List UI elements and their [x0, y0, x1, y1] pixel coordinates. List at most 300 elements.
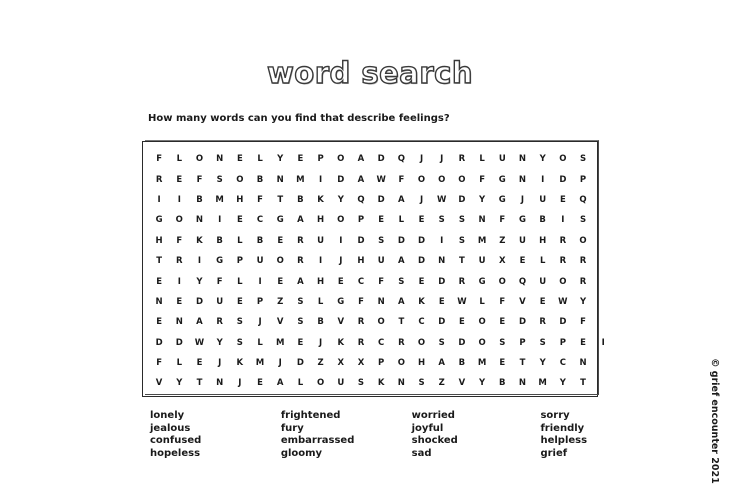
grid-letter: F — [156, 358, 162, 369]
page-title: word search — [266, 56, 473, 90]
grid-letter: F — [499, 296, 506, 307]
grid-letter: P — [378, 358, 385, 369]
grid-letter: D — [377, 194, 385, 205]
grid-letter: Z — [317, 358, 324, 369]
grid-letter: U — [539, 276, 547, 287]
grid-letter: A — [398, 296, 405, 307]
word-item: shocked — [411, 435, 458, 446]
grid-letter: E — [559, 194, 566, 205]
grid-letter: N — [155, 296, 163, 307]
grid-letter: D — [438, 317, 446, 328]
grid-letter: I — [157, 194, 161, 205]
grid-letter: S — [216, 174, 223, 185]
grid-letter: Z — [438, 378, 445, 389]
grid-letter: N — [216, 378, 224, 389]
grid-letter: F — [499, 215, 506, 226]
grid-letter: D — [155, 337, 163, 348]
grid-letter: Y — [539, 154, 546, 165]
grid-letter: C — [378, 337, 385, 348]
grid-letter: J — [238, 378, 242, 389]
grid-letter: O — [397, 358, 405, 369]
grid-letter: J — [278, 358, 282, 369]
grid-letter: T — [156, 256, 162, 267]
grid-letter: A — [438, 358, 446, 369]
grid-letter: E — [176, 174, 183, 185]
grid-letter: R — [357, 317, 365, 328]
grid-letter: S — [398, 276, 405, 287]
grid-letter: L — [479, 154, 485, 165]
grid-letter: U — [519, 235, 526, 246]
grid-letter: S — [458, 215, 465, 226]
grid-letter: F — [196, 174, 203, 185]
grid-letter: F — [580, 317, 586, 328]
grid-letter: V — [155, 378, 163, 389]
grid-letter: R — [559, 235, 567, 246]
grid-letter: G — [155, 215, 163, 226]
grid-letter: O — [417, 174, 426, 185]
grid-letter: B — [297, 194, 304, 205]
grid-letter: Y — [277, 154, 284, 165]
grid-letter: B — [317, 317, 324, 328]
grid-letter: J — [419, 194, 424, 205]
grid-letter: L — [257, 154, 263, 165]
grid-letter: L — [398, 215, 405, 226]
grid-letter: U — [256, 256, 264, 267]
grid-letter: L — [176, 154, 182, 165]
word-search-grid-frame — [142, 141, 605, 397]
grid-letter: P — [559, 337, 566, 348]
grid-letter: N — [438, 256, 446, 267]
grid-letter: H — [357, 256, 365, 267]
grid-letter: E — [499, 358, 506, 369]
grid-letter: E — [519, 256, 526, 267]
grid-letter: U — [539, 194, 547, 205]
grid-letter: C — [418, 317, 425, 328]
grid-letter: Y — [196, 276, 203, 287]
grid-letter: A — [196, 317, 203, 328]
grid-letter: W — [194, 337, 205, 348]
grid-letter: B — [216, 235, 223, 246]
grid-letter: R — [155, 174, 163, 185]
grid-letter: T — [459, 256, 465, 267]
grid-letter: O — [438, 174, 446, 185]
grid-letter: J — [520, 194, 525, 205]
grid-letter: K — [337, 337, 345, 348]
grid-letter: X — [499, 256, 506, 267]
grid-letter: J — [258, 317, 262, 328]
grid-letter: N — [518, 174, 527, 185]
grid-letter: L — [479, 296, 485, 307]
grid-letter: F — [479, 174, 485, 185]
grid-letter: A — [297, 215, 304, 226]
grid-letter: P — [317, 154, 324, 165]
grid-letter: I — [440, 235, 444, 246]
grid-letter: G — [498, 194, 506, 205]
grid-letter: D — [438, 276, 446, 287]
grid-letter: U — [498, 154, 506, 165]
grid-letter: K — [377, 378, 385, 389]
word-item: hopeless — [150, 447, 201, 459]
grid-letter: E — [539, 296, 546, 307]
grid-letter: F — [156, 154, 162, 165]
grid-letter: E — [156, 317, 162, 328]
grid-letter: R — [357, 337, 365, 348]
grid-letter: M — [538, 378, 547, 389]
grid-letter: N — [397, 378, 405, 389]
grid-letter: H — [155, 235, 163, 246]
grid-letter: M — [275, 337, 285, 348]
grid-letter: R — [458, 276, 466, 287]
grid-letter: S — [378, 235, 385, 246]
grid-letter: O — [498, 276, 506, 287]
word-item: jealous — [150, 422, 191, 434]
grid-letter: N — [579, 358, 587, 369]
grid-letter: I — [177, 194, 181, 205]
grid-row — [149, 149, 613, 169]
grid-letter: X — [337, 358, 345, 369]
grid-letter: E — [459, 317, 465, 328]
grid-letter: F — [176, 235, 183, 246]
grid-letter: E — [418, 276, 425, 287]
grid-row — [149, 292, 613, 312]
word-item: frightened — [280, 410, 341, 421]
grid-letter: G — [518, 215, 526, 226]
grid-letter: S — [297, 317, 304, 328]
grid-letter: S — [236, 337, 243, 348]
grid-letter: S — [357, 378, 365, 389]
grid-letter: H — [236, 194, 244, 205]
grid-row — [149, 190, 613, 210]
grid-letter: H — [539, 235, 547, 246]
word-list — [150, 410, 590, 460]
grid-letter: O — [458, 174, 466, 185]
grid-letter: P — [236, 256, 243, 267]
word-item: sorry — [540, 410, 570, 421]
grid-letter: E — [378, 215, 385, 226]
grid-letter: D — [397, 235, 405, 246]
grid-row — [149, 271, 613, 291]
grid-letter: S — [539, 337, 546, 348]
grid-letter: O — [195, 154, 204, 165]
grid-letter: D — [559, 317, 567, 328]
word-item: fury — [280, 422, 304, 434]
grid-letter: R — [216, 317, 223, 328]
grid-letter: U — [377, 256, 385, 267]
grid-letter: W — [558, 296, 568, 307]
grid-letter: I — [319, 174, 323, 185]
grid-letter: Q — [579, 194, 587, 205]
grid-letter: U — [478, 256, 486, 267]
grid-letter: U — [317, 235, 325, 246]
grid-letter: O — [337, 154, 345, 165]
grid-letter: G — [478, 276, 486, 287]
grid-letter: R — [458, 154, 466, 165]
grid-letter: M — [255, 358, 265, 369]
grid-letter: K — [196, 235, 203, 246]
grid-letter: E — [580, 337, 586, 348]
grid-letter: O — [377, 317, 385, 328]
grid-letter: T — [196, 378, 203, 389]
grid-letter: V — [276, 317, 284, 328]
grid-letter: Q — [518, 276, 527, 287]
word-item: friendly — [540, 422, 585, 434]
grid-letter: C — [559, 358, 566, 369]
grid-letter: I — [197, 256, 202, 267]
grid-letter: R — [297, 235, 304, 246]
grid-letter: H — [317, 276, 325, 287]
grid-letter: H — [417, 358, 426, 369]
grid-letter: F — [216, 276, 223, 287]
grid-letter: I — [218, 215, 222, 226]
grid-letter: D — [175, 337, 183, 348]
grid-letter: A — [398, 256, 405, 267]
grid-letter: R — [176, 256, 183, 267]
grid-letter: V — [458, 378, 466, 389]
grid-letter: P — [357, 215, 365, 226]
word-item: gloomy — [280, 447, 323, 459]
grid-letter: O — [337, 215, 345, 226]
grid-letter: B — [499, 378, 506, 389]
grid-letter: N — [518, 378, 527, 389]
grid-letter: S — [579, 154, 587, 165]
word-item: worried — [411, 410, 455, 421]
grid-letter: E — [196, 358, 203, 369]
grid-letter: L — [237, 276, 243, 287]
grid-letter: R — [579, 276, 587, 287]
grid-letter: O — [478, 337, 486, 348]
grid-letter: Q — [397, 154, 405, 165]
grid-letter: O — [316, 378, 325, 389]
grid-letter: D — [418, 235, 426, 246]
grid-letter: E — [499, 317, 506, 328]
grid-letter: M — [215, 194, 224, 205]
grid-letter: L — [257, 337, 263, 348]
grid-row — [149, 312, 613, 332]
grid-letter: L — [176, 358, 182, 369]
grid-letter: H — [317, 215, 325, 226]
grid-letter: N — [195, 215, 204, 226]
grid-letter: D — [377, 154, 385, 165]
grid-letter: A — [297, 276, 304, 287]
word-list-column-4 — [540, 410, 590, 460]
grid-letter: M — [477, 235, 487, 246]
grid-row — [149, 231, 613, 251]
grid-letter: K — [236, 358, 244, 369]
grid-letter: D — [458, 337, 466, 348]
word-list-column-2 — [281, 410, 412, 460]
grid-row — [149, 210, 613, 230]
grid-letter: S — [438, 337, 445, 348]
grid-letter: A — [276, 378, 284, 389]
grid-letter: E — [236, 296, 243, 307]
grid-letter: N — [518, 154, 527, 165]
grid-letter: M — [296, 174, 305, 185]
grid-letter: G — [276, 215, 284, 226]
word-item: confused — [150, 435, 202, 446]
grid-letter: F — [378, 276, 385, 287]
grid-letter: E — [297, 154, 304, 165]
grid-letter: O — [175, 215, 183, 226]
grid-letter: D — [418, 256, 426, 267]
grid-row — [149, 373, 613, 393]
grid-letter: V — [519, 296, 526, 307]
grid-letter: C — [357, 276, 365, 287]
grid-letter: O — [276, 256, 284, 267]
grid-letter: E — [236, 154, 243, 165]
grid-letter: I — [177, 276, 181, 287]
grid-letter: B — [539, 215, 546, 226]
grid-letter: R — [539, 317, 546, 328]
word-list-column-1 — [150, 410, 281, 460]
grid-letter: F — [257, 194, 263, 205]
grid-letter: J — [319, 337, 323, 348]
grid-letter: I — [258, 276, 262, 287]
grid-letter: T — [580, 378, 586, 389]
grid-letter: E — [277, 235, 284, 246]
grid-letter: P — [579, 174, 587, 185]
instruction-text: How many words can you find that describe feelings? — [148, 113, 450, 124]
grid-letter: R — [297, 256, 304, 267]
word-item: helpless — [540, 435, 588, 446]
grid-letter: S — [438, 215, 445, 226]
grid-letter: O — [579, 235, 587, 246]
grid-letter: Y — [479, 378, 486, 389]
grid-letter: E — [438, 296, 445, 307]
grid-letter: S — [236, 317, 243, 328]
word-list-column-3 — [412, 410, 541, 460]
grid-letter: J — [218, 358, 222, 369]
word-search-grid — [149, 149, 613, 394]
grid-letter: Y — [176, 378, 183, 389]
copyright-notice: © grief encounter 2021 — [709, 358, 720, 484]
grid-letter: S — [579, 215, 587, 226]
grid-letter: A — [357, 174, 365, 185]
grid-letter: K — [317, 194, 324, 205]
grid-letter: N — [216, 154, 224, 165]
grid-letter: E — [297, 337, 304, 348]
grid-letter: E — [236, 215, 243, 226]
grid-letter: Y — [337, 194, 344, 205]
grid-letter: O — [417, 337, 426, 348]
grid-letter: B — [196, 194, 203, 205]
grid-letter: A — [398, 194, 405, 205]
grid-letter: N — [276, 174, 284, 185]
grid-letter: R — [579, 256, 587, 267]
grid-letter: D — [357, 235, 365, 246]
word-item: grief — [540, 447, 568, 459]
grid-letter: B — [256, 174, 264, 185]
grid-letter: I — [319, 256, 323, 267]
grid-letter: J — [339, 256, 343, 267]
grid-letter: S — [499, 337, 506, 348]
grid-letter: Y — [579, 296, 587, 307]
grid-letter: I — [541, 174, 545, 185]
grid-letter: L — [539, 256, 546, 267]
grid-letter: U — [216, 296, 224, 307]
grid-letter: D — [518, 317, 526, 328]
grid-letter: D — [458, 194, 466, 205]
grid-letter: A — [357, 154, 365, 165]
grid-letter: S — [297, 296, 304, 307]
word-item: embarrassed — [280, 435, 355, 446]
grid-letter: E — [418, 215, 425, 226]
grid-letter: D — [337, 174, 345, 185]
grid-letter: T — [398, 317, 405, 328]
grid-letter: M — [477, 358, 487, 369]
grid-letter: X — [357, 358, 365, 369]
grid-letter: S — [458, 235, 465, 246]
grid-letter: W — [457, 296, 467, 307]
grid-letter: E — [156, 276, 162, 287]
grid-letter: P — [519, 337, 526, 348]
grid-letter: D — [296, 358, 304, 369]
grid-letter: B — [458, 358, 466, 369]
grid-letter: G — [216, 256, 224, 267]
grid-row — [149, 169, 613, 189]
grid-letter: T — [519, 358, 526, 369]
word-item: lonely — [150, 410, 185, 421]
grid-letter: O — [559, 276, 567, 287]
grid-letter: N — [478, 215, 486, 226]
grid-letter: L — [317, 296, 324, 307]
grid-letter: E — [176, 296, 183, 307]
word-item: sad — [411, 447, 432, 459]
grid-row — [149, 251, 613, 271]
grid-letter: U — [337, 378, 345, 389]
grid-letter: L — [237, 235, 243, 246]
grid-letter: S — [418, 378, 425, 389]
grid-letter: T — [277, 194, 284, 205]
grid-letter: F — [358, 296, 364, 307]
grid-letter: O — [559, 154, 567, 165]
grid-letter: P — [256, 296, 264, 307]
grid-letter: Z — [277, 296, 284, 307]
grid-letter: R — [559, 256, 567, 267]
grid-letter: Y — [539, 358, 546, 369]
grid-letter: R — [398, 337, 405, 348]
grid-letter: O — [478, 317, 486, 328]
grid-letter: Q — [357, 194, 365, 205]
grid-letter: D — [195, 296, 203, 307]
grid-letter: G — [337, 296, 345, 307]
grid-letter: D — [559, 174, 567, 185]
grid-letter: O — [236, 174, 244, 185]
grid-letter: E — [277, 276, 284, 287]
grid-letter: V — [337, 317, 345, 328]
grid-letter: J — [440, 154, 444, 165]
grid-row — [149, 353, 613, 373]
grid-letter: W — [437, 194, 447, 205]
grid-letter: W — [376, 174, 386, 185]
grid-letter: I — [561, 215, 565, 226]
grid-row — [149, 333, 613, 353]
grid-letter: I — [601, 337, 605, 348]
grid-letter: J — [419, 154, 424, 165]
grid-letter: C — [256, 215, 264, 226]
grid-letter: Y — [559, 378, 566, 389]
grid-letter: N — [377, 296, 385, 307]
grid-letter: I — [339, 235, 343, 246]
grid-letter: Y — [479, 194, 486, 205]
grid-letter: N — [175, 317, 183, 328]
grid-letter: E — [257, 378, 263, 389]
grid-letter: K — [418, 296, 425, 307]
word-item: joyful — [411, 422, 444, 434]
grid-letter: Y — [216, 337, 223, 348]
grid-letter: Z — [499, 235, 506, 246]
grid-letter: B — [256, 235, 264, 246]
grid-letter: E — [337, 276, 344, 287]
